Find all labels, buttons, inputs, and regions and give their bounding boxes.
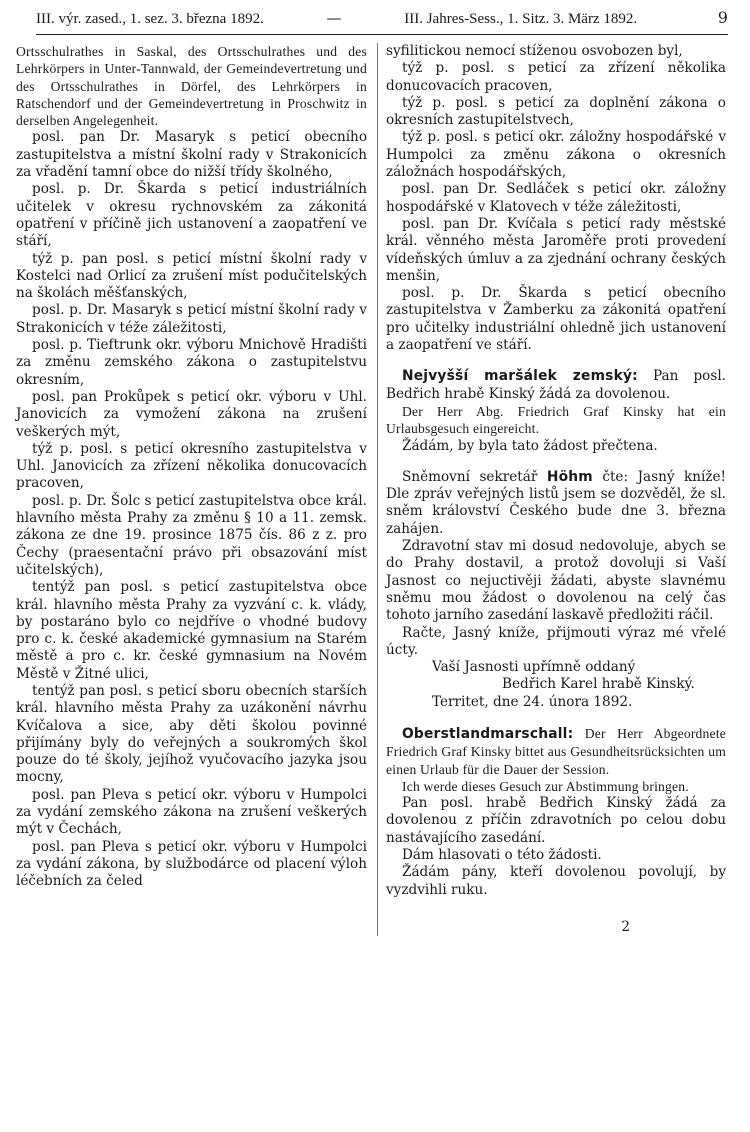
letter-closing: Račte, Jasný kníže, přijmouti výraz mé vřelé úcty. [386,624,726,658]
paragraph: týž p. posl. s peticí za zřízení několika donucovacích pracoven, [386,60,726,94]
paragraph: týž p. pan posl. s peticí místní školní rady v Kostelci nad Orlicí za zrušení míst podučitelských na školách měšťanských, [16,250,367,302]
paragraph: posl. pan Dr. Masaryk s peticí obecního zastupitelstva a místní školní rady v Strakonicích za vřadění tamní obce do nižší třídy školného, [16,129,367,181]
secretary-paragraph [386,469,726,538]
paragraph: posl. pan Pleva s peticí okr. výboru v Humpolci za vydání zemského zákona na zrušení veškerých mýt v Čechách, [16,786,367,838]
letter-opening: Jasný kníže! Dle zpráv veřejných listů jsem se dozvěděl, že sl. sněm království Českého bude dne 3. března zahájen. [386,468,727,537]
paragraph: posl. p. Dr. Škarda s peticí obecního zastupitelstva v Žamberku za zákonitá opatření pro učitelky industriální ohledně jich ustanovení a zaopatření ve stáří. [386,285,726,354]
ober-vote: Ich werde dieses Gesuch zur Abstimmung bringen. [402,778,689,794]
right-column [377,43,726,936]
secretary-intro: Sněmovní sekretář [402,468,538,485]
secretary-name: Höhm [546,468,593,485]
paragraph: posl. p. Dr. Šolc s peticí zastupitelstva obce král. hlavního města Prahy za změnu § 10 a 11. zemsk. zákona ze dne 19. prosince 1875 čís. 86 z z. pro Čechy (praesentační právo při obsazování míst učitelských), [16,492,367,578]
paragraph: týž p. posl. s peticí okresního zastupitelstva v Uhl. Janovicích za zřízení několika donucovacích pracoven, [16,440,367,492]
paragraph: posl. pan Dr. Kvíčala s peticí rady městské král. věnného města Jaroměře proti provedení vídeňských úmluv a za zjednání ochrany českých menšin, [386,215,726,284]
paragraph: posl. p. Dr. Masaryk s peticí místní školní rady v Strakonicích v téže záležitosti, [16,302,367,336]
ober-paragraph [386,725,726,778]
letter-place-date: Territet, dne 24. února 1892. [432,693,633,710]
header-dash: — [326,9,342,27]
running-header [36,8,728,35]
paragraph: týž p. posl. s peticí za doplnění zákona o okresních zastupitelstvech, [386,94,726,129]
paragraph: Ortsschulrathes in Saskal, des Ortsschulrathes und des Lehrkörpers in Unter-Tannwald, der Gemeindevertretung und des Ortsschulrathes in Dörfel, des Lehrkörpers in Ratschendorf und der Gemeindevertretung in Proschwitz in derselben Angelegenheit. [16,44,367,129]
header-czech: III. výr. zased., 1. sez. 3. března 1892. [36,11,264,27]
paragraph: posl. pan Prokůpek s peticí okr. výboru v Uhl. Janovicích za vymožení zákona na zrušení veškerých mýt, [16,388,367,440]
czech-vote-request: Žádám pány, kteří dovolenou povolují, by vyzdvihli ruku. [386,864,726,898]
speaker-name-ober: Oberstlandmarschall: [402,725,574,742]
czech-vote: Dám hlasovati o této žádosti. [402,847,602,864]
letter-signature: Bedřich Karel hrabě Kinský. [502,676,695,693]
paragraph: tentýž pan posl. s peticí sboru obecních starších král. hlavního města Prahy za uzákonění návrhu Kvíčalova a sice, aby děti školou povinné přijímány byly do veřejných a soukromých škol pouze do té školy, jejíhož vyučovacího jazyka jsou mocny, [16,682,367,786]
czech-request: Pan posl. hrabě Bedřich Kinský žádá za dovolenou z příčin zdravotních po celou dobu nastávajícího zasedání. [386,795,726,846]
page-number: 9 [717,8,728,27]
marshal-german: Der Herr Abg. Friedrich Graf Kinsky hat ein Urlaubsgesuch eingereicht. [386,403,726,437]
sheet-signature-mark: 2 [621,918,630,935]
two-column-body [16,43,728,936]
ober-text: Der Herr Abgeordnete Friedrich Graf Kinsky bittet aus Gesundheitsrücksichten um einen Urlaub für die Dauer der Session. [386,725,726,777]
left-column [16,43,367,936]
paragraph: posl. pan Dr. Sedláček s peticí okr. záložny hospodářské v Klatovech v téže záležitosti, [386,181,726,215]
paragraph: posl. p. Tieftrunk okr. výboru Mnichově Hradišti za změnu zemského zákona o zastupitelstvu okresním, [16,337,367,388]
marshal-paragraph [386,368,726,403]
header-german: III. Jahres-Sess., 1. Sitz. 3. März 1892. [404,11,638,27]
paragraph: tentýž pan posl. s peticí zastupitelstva obce král. hlavního města Prahy za vyzvání c. k. vlády, by postaráno bylo co nejdříve o vhodné budovy pro c. k. české akademické gymnasium na Starém městě a pro c. kr. české gymnasium na Novém Městě v Žitné ulici, [16,579,367,682]
paragraph: posl. pan Pleva s peticí okr. výboru v Humpolci za vydání zákona, by službodárce od placení výloh léčebních za čeled [16,838,367,890]
letter-body: Zdravotní stav mi dosud nedovoluje, abych se do Prahy dostavil, a protož dovoluji si Vaší Jasnost co nejuctivěji žádati, abyste slavnému sněmu mou žádost o dovolenou na celý čas tohoto jarního zasedání laskavě předložiti ráčil. [386,538,726,624]
paragraph: posl. p. Dr. Škarda s peticí industriálních učitelek v okresu rychnovském za zákonitá opatření v příčině jich ustanovení a zaopatření ve stáří, [16,181,367,250]
marshal-read-request: Žádám, by byla tato žádost přečtena. [402,437,658,454]
letter-regards: Vaší Jasnosti upřímně oddaný [432,659,636,676]
paragraph: syfilitickou nemocí stíženou osvobozen byl, [386,43,683,59]
marshal-text: Pan posl. Bedřich hrabě Kinský žádá za dovolenou. [386,368,727,402]
secretary-verb: čte: [602,468,629,485]
speaker-name-marshal: Nejvyšší maršálek zemský: [402,368,638,385]
paragraph: týž p. posl. s peticí okr. záložny hospodářské v Humpolci za změnu zákona o okresních záložnách hospodářských, [386,129,726,181]
